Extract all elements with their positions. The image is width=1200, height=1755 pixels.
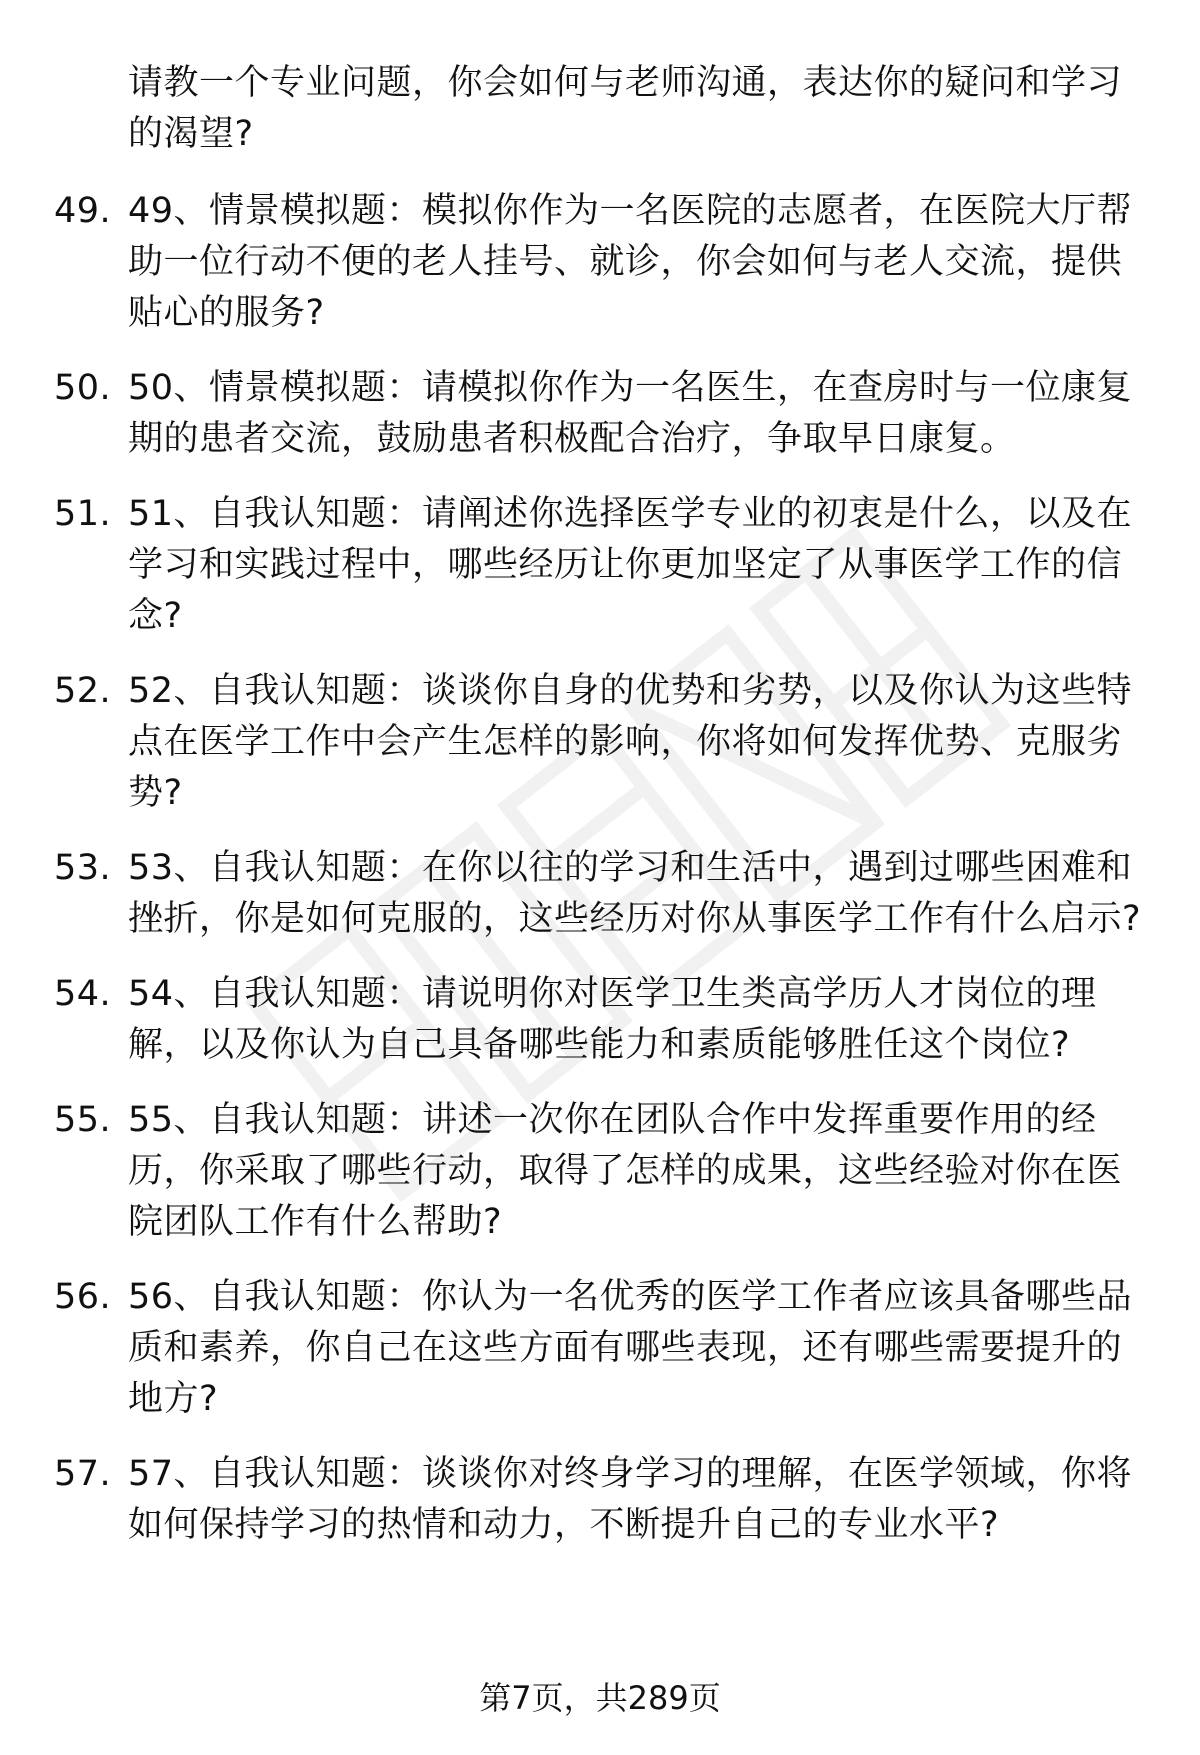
list-item: [0, 1449, 1200, 1551]
list-item: [0, 489, 1200, 642]
item-number: 55.: [54, 1100, 112, 1140]
item-number: 52.: [54, 671, 112, 711]
page-footer: 第7页，共289页: [479, 1679, 721, 1717]
list-item: [0, 666, 1200, 819]
item-number: 54.: [54, 974, 112, 1014]
list-item: [0, 843, 1200, 945]
item-text: 55、自我认知题：讲述一次你在团队合作中发挥重要作用的经历，你采取了哪些行动，取得了怎样的成果，这些经验对你在医院团队工作有什么帮助?: [128, 1100, 1123, 1242]
list-item: [0, 363, 1200, 465]
list-item: [0, 1095, 1200, 1248]
list-item: [0, 1272, 1200, 1425]
item-text: 57、自我认知题：谈谈你对终身学习的理解，在医学领域，你将如何保持学习的热情和动力，不断提升自己的专业水平?: [128, 1454, 1133, 1545]
question-list: [0, 58, 1200, 1575]
item-number: 53.: [54, 848, 112, 888]
item-text: 51、自我认知题：请阐述你选择医学专业的初衷是什么，以及在学习和实践过程中，哪些经历让你更加坚定了从事医学工作的信念?: [128, 494, 1133, 636]
item-text: 52、自我认知题：谈谈你自身的优势和劣势，以及你认为这些特点在医学工作中会产生怎样的影响，你将如何发挥优势、克服劣势?: [128, 671, 1133, 813]
item-number: 51.: [54, 494, 112, 534]
item-text: 53、自我认知题：在你以往的学习和生活中，遇到过哪些困难和挫折，你是如何克服的，这些经历对你从事医学工作有什么启示?: [128, 848, 1142, 939]
list-item: [0, 186, 1200, 339]
list-item-continuation: [0, 58, 1200, 160]
item-text: 54、自我认知题：请说明你对医学卫生类高学历人才岗位的理解，以及你认为自己具备哪些能力和素质能够胜任这个岗位?: [128, 974, 1097, 1065]
item-text: 50、情景模拟题：请模拟你作为一名医生，在查房时与一位康复期的患者交流，鼓励患者积极配合治疗，争取早日康复。: [128, 368, 1133, 459]
continuation-text: 请教一个专业问题，你会如何与老师沟通，表达你的疑问和学习的渴望?: [128, 63, 1123, 154]
item-number: 50.: [54, 368, 112, 408]
item-text: 56、自我认知题：你认为一名优秀的医学工作者应该具备哪些品质和素养，你自己在这些方面有哪些表现，还有哪些需要提升的地方?: [128, 1277, 1133, 1419]
item-number: 57.: [54, 1454, 112, 1494]
item-text: 49、情景模拟题：模拟你作为一名医院的志愿者，在医院大厅帮助一位行动不便的老人挂号、就诊，你会如何与老人交流，提供贴心的服务?: [128, 191, 1133, 333]
item-number: 56.: [54, 1277, 112, 1317]
item-number: 49.: [54, 191, 112, 231]
list-item: [0, 969, 1200, 1071]
